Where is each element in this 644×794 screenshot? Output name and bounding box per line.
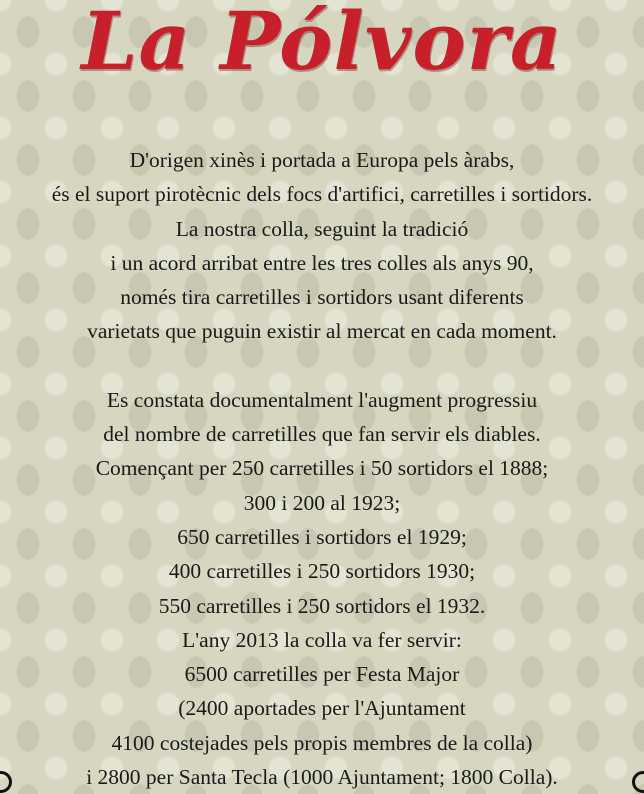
text-line: 550 carretilles i 250 sortidors el 1932. — [158, 593, 486, 618]
text-line: i un acord arribat entre les tres colles als anys 90, — [110, 250, 534, 275]
text-line: és el suport pirotècnic dels focs d'artifici, carretilles i sortidors. — [51, 182, 593, 207]
text-line: La nostra colla, seguint la tradició — [175, 216, 469, 241]
text-line: 6500 carretilles per Festa Major — [184, 662, 460, 687]
text-line: 4100 costejades pels propis membres de la colla) — [111, 730, 533, 755]
text-line: del nombre de carretilles que fan servir els diables. — [103, 422, 541, 447]
paragraph-history — [0, 383, 644, 794]
page-title: La Pólvora — [81, 0, 563, 88]
text-line: D'origen xinès i portada a Europa pels àrabs, — [129, 148, 515, 172]
text-line: varietats que puguin existir al mercat en cada moment. — [87, 319, 557, 344]
text-line: i 2800 per Santa Tecla (1000 Ajuntament; 1800 Colla). — [86, 765, 558, 790]
paragraph-spacer — [0, 349, 644, 383]
text-line: Començant per 250 carretilles i 50 sortidors el 1888; — [95, 456, 549, 481]
paragraph-origin — [0, 143, 644, 349]
body-text — [0, 143, 644, 794]
text-line: només tira carretilles i sortidors usant diferents — [120, 285, 524, 310]
text-line: 300 i 200 al 1923; — [243, 490, 401, 515]
text-line: Es constata documentalment l'augment progressiu — [106, 387, 538, 412]
text-line: (2400 aportades per l'Ajuntament — [178, 696, 466, 721]
text-line: L'any 2013 la colla va fer servir: — [182, 627, 462, 652]
text-line: 400 carretilles i 250 sortidors 1930; — [168, 559, 476, 584]
text-line: 650 carretilles i sortidors el 1929; — [177, 524, 467, 549]
